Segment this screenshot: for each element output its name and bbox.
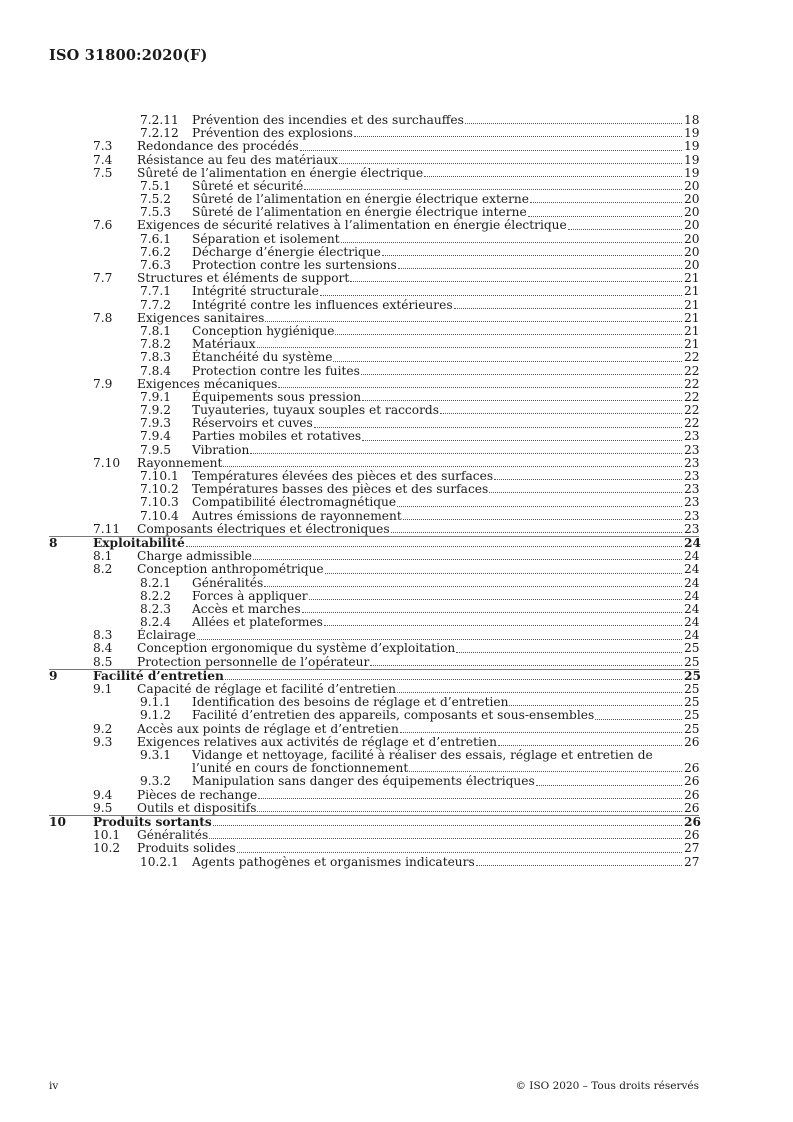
dot-leader [264, 585, 682, 587]
toc-entry-page: 27 [684, 841, 700, 856]
page-number: iv [49, 1080, 59, 1092]
toc-entry-number: 8.4 [93, 641, 113, 656]
toc-entry-page: 24 [684, 628, 700, 643]
toc-entry-number: 7.2.12 [140, 126, 179, 141]
toc-entry-page: 19 [684, 126, 700, 141]
toc-entry-page: 20 [684, 178, 700, 193]
dot-leader [304, 188, 682, 190]
dot-leader [536, 784, 682, 786]
toc-entry-page: 24 [684, 535, 701, 550]
toc-entry-number: 8.1 [93, 549, 113, 564]
toc-entry-number: 8.5 [93, 654, 113, 669]
dot-leader [302, 611, 682, 613]
toc-entry-number: 7.5.2 [140, 192, 172, 207]
toc-entry-number: 10 [49, 814, 66, 829]
toc-entry-title: Produits solides [137, 841, 236, 856]
toc-entry-number: 7.9.4 [140, 429, 172, 444]
toc-entry-page: 23 [684, 429, 700, 444]
toc-entry-page: 20 [684, 205, 700, 220]
toc-entry[interactable] [49, 590, 699, 603]
toc-entry-number: 7.10.2 [140, 482, 179, 497]
dot-leader [253, 558, 682, 560]
dot-leader [398, 267, 682, 269]
toc-entry[interactable] [49, 351, 699, 364]
toc-entry-number: 7.8.4 [140, 363, 172, 378]
toc-entry-number: 8.2 [93, 562, 113, 577]
toc-entry-number: 7.8.3 [140, 350, 172, 365]
dot-leader [186, 545, 682, 547]
toc-entry-number: 8.2.2 [140, 588, 172, 603]
toc-entry-title: Décharge d’énergie électrique [192, 244, 381, 259]
toc-entry[interactable] [49, 709, 699, 722]
dot-leader [409, 770, 682, 772]
toc-entry[interactable] [49, 775, 699, 788]
toc-entry-page: 24 [684, 549, 700, 564]
dot-leader [225, 678, 682, 680]
toc-entry-page: 25 [684, 654, 700, 669]
toc-entry[interactable] [49, 643, 699, 656]
toc-entry-page: 23 [684, 455, 700, 470]
toc-entry-title: Produits sortants [93, 814, 212, 829]
toc-entry-title: Vibration [192, 442, 250, 457]
toc-entry-number: 10.2.1 [140, 854, 179, 869]
toc-entry-page: 21 [684, 323, 700, 338]
toc-entry-title: Sûreté et sécurité [192, 178, 304, 193]
toc-entry-title: Matériaux [192, 337, 256, 352]
dot-leader [325, 572, 682, 574]
dot-leader [197, 638, 682, 640]
toc-entry-number: 7.5.1 [140, 178, 172, 193]
toc-entry-number: 7.11 [93, 521, 121, 536]
dot-leader [320, 294, 682, 296]
toc-entry-number: 7.7.1 [140, 284, 172, 299]
dot-leader [354, 135, 682, 137]
toc-entry-page: 20 [684, 244, 700, 259]
toc-entry-title: Sûreté de l’alimentation en énergie électrique interne [192, 205, 527, 220]
dot-leader [494, 478, 682, 480]
toc-entry[interactable] [49, 842, 699, 855]
dot-leader [339, 162, 682, 164]
dot-leader [265, 320, 682, 322]
toc-entry-page: 22 [684, 350, 700, 365]
toc-entry-number: 7.6.2 [140, 244, 172, 259]
toc-entry-title: Équipements sous pression [192, 389, 362, 404]
toc-entry-title: Forces à appliquer [192, 588, 308, 603]
toc-entry-title: Outils et dispositifs [137, 800, 257, 815]
dot-leader [278, 386, 682, 388]
toc-entry[interactable] [49, 563, 699, 576]
toc-entry-page: 25 [684, 721, 700, 736]
toc-entry-title: Prévention des incendies et des surchauffes [192, 112, 464, 127]
toc-entry-page: 22 [684, 363, 700, 378]
toc-entry-page: 23 [684, 495, 700, 510]
toc-entry-title: Facilité d’entretien [93, 668, 224, 683]
toc-entry-number: 9 [49, 668, 58, 683]
toc-entry-number: 9.3.2 [140, 774, 172, 789]
toc-entry-title: Pièces de rechange [137, 787, 258, 802]
toc-entry-number: 7.2.11 [140, 112, 179, 127]
dot-leader [333, 360, 682, 362]
toc-entry-page: 24 [684, 615, 700, 630]
toc-entry[interactable] [49, 154, 699, 167]
dot-leader [489, 491, 682, 493]
page-footer [49, 1080, 699, 1092]
toc-entry-page: 25 [684, 695, 700, 710]
toc-entry-number: 7.9 [93, 376, 113, 391]
dot-leader [400, 731, 682, 733]
toc-entry-page: 18 [684, 112, 700, 127]
toc-entry-page: 20 [684, 231, 700, 246]
toc-entry-title: Exigences de sécurité relatives à l’alimentation en énergie électrique [137, 218, 567, 233]
toc-entry[interactable] [49, 856, 699, 869]
toc-entry-number: 7.4 [93, 152, 113, 167]
toc-entry-number: 7.9.5 [140, 442, 172, 457]
toc-entry-title: Résistance au feu des matériaux [137, 152, 338, 167]
dot-leader [403, 518, 682, 520]
toc-entry-title: Accès et marches [192, 601, 301, 616]
toc-entry-page: 26 [684, 787, 700, 802]
toc-entry-number: 7.5 [93, 165, 113, 180]
toc-entry[interactable] [49, 749, 699, 775]
toc-entry[interactable] [49, 220, 699, 233]
dot-leader [258, 797, 682, 799]
toc-entry-title: Prévention des explosions [192, 126, 353, 141]
toc-entry-number: 7.9.3 [140, 416, 172, 431]
toc-entry-title: Manipulation sans danger des équipements électriques [192, 774, 535, 789]
toc-entry[interactable] [49, 233, 699, 246]
dot-leader [362, 439, 682, 441]
toc-entry[interactable] [49, 802, 699, 815]
dot-leader [498, 744, 682, 746]
dot-leader [209, 837, 682, 839]
toc-entry-number: 7.10.4 [140, 508, 179, 523]
dot-leader [397, 691, 682, 693]
toc-entry-title: Exigences relatives aux activités de réglage et d’entretien [137, 734, 497, 749]
toc-entry-title: Capacité de réglage et facilité d’entretien [137, 682, 396, 697]
toc-entry-page: 19 [684, 152, 700, 167]
dot-leader [382, 254, 682, 256]
dot-leader [456, 651, 682, 653]
toc-entry-number: 10.1 [93, 828, 121, 843]
toc-entry-page: 23 [684, 442, 700, 457]
toc-entry-title: Sûreté de l’alimentation en énergie électrique [137, 165, 424, 180]
toc-entry[interactable] [49, 444, 699, 457]
toc-entry-number: 9.3 [93, 734, 113, 749]
dot-leader [528, 215, 682, 217]
toc-entry-page: 23 [684, 469, 700, 484]
toc-entry-title: Températures basses des pièces et des surfaces [192, 482, 489, 497]
toc-entry-page: 27 [684, 854, 700, 869]
toc-entry-number: 7.7 [93, 271, 113, 286]
toc-entry-page: 21 [684, 337, 700, 352]
dot-leader [341, 241, 682, 243]
dot-leader [335, 333, 682, 335]
toc-entry-title: Structures et éléments de support [137, 271, 350, 286]
toc-entry-title: Charge admissible [137, 549, 252, 564]
toc-entry[interactable] [49, 723, 699, 736]
toc-entry-number: 7.6.1 [140, 231, 172, 246]
toc-entry-number: 8 [49, 535, 58, 550]
toc-entry-title: Autres émissions de rayonnement [192, 508, 402, 523]
toc-entry-page: 26 [684, 800, 700, 815]
toc-entry-title: Températures élevées des pièces et des surfaces [192, 469, 494, 484]
dot-leader [257, 346, 682, 348]
toc-entry[interactable] [49, 365, 699, 378]
dot-leader [237, 851, 682, 853]
toc-entry-title: Conception anthropométrique [137, 562, 324, 577]
toc-entry-number: 7.9.2 [140, 403, 172, 418]
toc-entry-number: 7.8 [93, 310, 113, 325]
dot-leader [361, 373, 682, 375]
toc-entry-number: 9.5 [93, 800, 113, 815]
dot-leader [300, 149, 682, 151]
toc-entry-number: 7.8.2 [140, 337, 172, 352]
document-id: ISO 31800:2020(F) [49, 47, 208, 64]
toc-entry-page: 22 [684, 416, 700, 431]
dot-leader [440, 412, 682, 414]
dot-leader [213, 824, 682, 826]
toc-entry-page: 26 [684, 774, 700, 789]
dot-leader [476, 864, 682, 866]
dot-leader [391, 531, 682, 533]
toc-entry-title: Allées et plateformes [192, 615, 323, 630]
toc-entry-title: Accès aux points de réglage et d’entretien [137, 721, 399, 736]
toc-entry-title: Exigences sanitaires [137, 310, 265, 325]
toc-entry-title: Protection contre les fuites [192, 363, 360, 378]
toc-entry-page: 21 [684, 297, 700, 312]
dot-leader [350, 280, 682, 282]
dot-leader [250, 452, 682, 454]
toc-entry-number: 7.7.2 [140, 297, 172, 312]
toc-entry-number: 8.3 [93, 628, 113, 643]
toc-entry[interactable] [49, 577, 699, 590]
toc-entry-page: 21 [684, 310, 700, 325]
toc-entry-title: Rayonnement [137, 455, 223, 470]
toc-entry-page: 24 [684, 562, 700, 577]
toc-entry-number: 7.9.1 [140, 389, 172, 404]
toc-entry-page: 26 [684, 734, 700, 749]
toc-entry[interactable] [49, 510, 699, 523]
toc-entry[interactable] [49, 285, 699, 298]
toc-entry-number: 7.10.3 [140, 495, 179, 510]
toc-entry-title: Généralités [192, 575, 264, 590]
dot-leader [568, 228, 682, 230]
toc-entry-title: Exigences mécaniques [137, 376, 278, 391]
toc-entry-page: 21 [684, 284, 700, 299]
toc-entry-title: Exploitabilité [93, 535, 185, 550]
toc-entry-number: 9.1 [93, 682, 113, 697]
dot-leader [314, 426, 682, 428]
toc-entry-number: 7.10 [93, 455, 121, 470]
toc-entry[interactable] [49, 496, 699, 509]
toc-entry-title: Redondance des procédés [137, 139, 299, 154]
dot-leader [595, 718, 682, 720]
toc-entry[interactable] [49, 523, 699, 536]
toc-entry-number: 9.1.2 [140, 708, 172, 723]
toc-entry[interactable] [49, 431, 699, 444]
toc-entry-page: 22 [684, 403, 700, 418]
toc-entry-title: Intégrité structurale [192, 284, 319, 299]
toc-entry-number: 9.1.1 [140, 695, 172, 710]
toc-entry-title: Protection contre les surtensions [192, 258, 397, 273]
toc-entry-number: 7.6 [93, 218, 113, 233]
dot-leader [454, 307, 682, 309]
toc-entry-title: Parties mobiles et rotatives [192, 429, 362, 444]
toc-entry-title: Composants électriques et électroniques [137, 521, 390, 536]
toc-entry-number: 7.5.3 [140, 205, 172, 220]
toc-entry-number: 7.6.3 [140, 258, 172, 273]
toc-entry[interactable] [49, 140, 699, 153]
toc-entry-number: 8.2.3 [140, 601, 172, 616]
toc-entry-number: 7.3 [93, 139, 113, 154]
toc-entry-title: Séparation et isolement [192, 231, 340, 246]
toc-entry[interactable] [49, 378, 699, 391]
toc-entry-title: Agents pathogènes et organismes indicateurs [192, 854, 475, 869]
toc-entry-page: 24 [684, 601, 700, 616]
toc-entry-page: 25 [684, 708, 700, 723]
toc-entry-title: Compatibilité électromagnétique [192, 495, 397, 510]
toc-entry-number: 8.2.1 [140, 575, 172, 590]
toc-entry-page: 20 [684, 218, 700, 233]
toc-entry-title: Généralités [137, 828, 209, 843]
dot-leader [465, 122, 682, 124]
toc-entry-number: 10.2 [93, 841, 121, 856]
dot-leader [324, 624, 682, 626]
toc-entry-page: 19 [684, 139, 700, 154]
dot-leader [223, 465, 682, 467]
toc-entry-page: 23 [684, 508, 700, 523]
toc-entry-title: Vidange et nettoyage, facilité à réaliser des essais, réglage et entretien de [192, 748, 653, 762]
toc-entry-number: 7.8.1 [140, 323, 172, 338]
toc-entry-number: 8.2.4 [140, 615, 172, 630]
toc-entry-page: 21 [684, 271, 700, 286]
dot-leader [424, 175, 682, 177]
toc-entry-title: Sûreté de l’alimentation en énergie électrique externe [192, 192, 529, 207]
toc-entry-title: Réservoirs et cuves [192, 416, 313, 431]
toc-entry-title: Tuyauteries, tuyaux souples et raccords [192, 403, 439, 418]
toc-entry[interactable] [49, 656, 699, 669]
toc-entry-title-continued: l’unité en cours de fonctionnement [192, 761, 409, 776]
toc-entry-page: 20 [684, 258, 700, 273]
toc-entry-title: Étanchéité du système [192, 350, 333, 365]
toc-entry-number: 9.3.1 [140, 748, 172, 762]
toc-entry-page: 23 [684, 521, 700, 536]
toc-entry[interactable] [49, 167, 699, 180]
toc-entry-title: Identification des besoins de réglage et d’entretien [192, 695, 509, 710]
dot-leader [309, 598, 682, 600]
dot-leader [397, 505, 682, 507]
dot-leader [257, 810, 682, 812]
toc-entry-page: 19 [684, 165, 700, 180]
toc-entry-title: Protection personnelle de l’opérateur [137, 654, 370, 669]
toc-entry-page: 23 [684, 482, 700, 497]
toc-entry-page: 25 [684, 668, 701, 683]
dot-leader [362, 399, 682, 401]
dot-leader [370, 664, 682, 666]
toc-entry-page: 24 [684, 588, 700, 603]
toc-entry-title: Conception hygiénique [192, 323, 335, 338]
toc-entry[interactable] [49, 789, 699, 802]
toc-entry-number: 7.10.1 [140, 469, 179, 484]
toc-entry[interactable] [49, 299, 699, 312]
toc-entry-title: Intégrité contre les influences extérieures [192, 297, 453, 312]
toc-entry-page: 20 [684, 192, 700, 207]
toc-entry-page: 26 [684, 814, 701, 829]
toc-entry-page: 26 [684, 761, 700, 776]
copyright-notice: © ISO 2020 – Tous droits réservés [515, 1080, 699, 1092]
toc-entry-number: 9.4 [93, 787, 113, 802]
dot-leader [530, 201, 682, 203]
toc-entry-page: 24 [684, 575, 700, 590]
toc-entry-number: 9.2 [93, 721, 113, 736]
toc-entry-title: Conception ergonomique du système d’exploitation [137, 641, 456, 656]
toc-entry-page: 26 [684, 828, 700, 843]
dot-leader [509, 704, 682, 706]
toc-entry-page: 22 [684, 376, 700, 391]
table-of-contents [49, 114, 699, 869]
toc-entry-title: Éclairage [137, 628, 196, 643]
toc-entry-page: 22 [684, 389, 700, 404]
toc-entry-page: 25 [684, 641, 700, 656]
toc-entry-title: Facilité d’entretien des appareils, composants et sous-ensembles [192, 708, 595, 723]
toc-entry-page: 25 [684, 682, 700, 697]
